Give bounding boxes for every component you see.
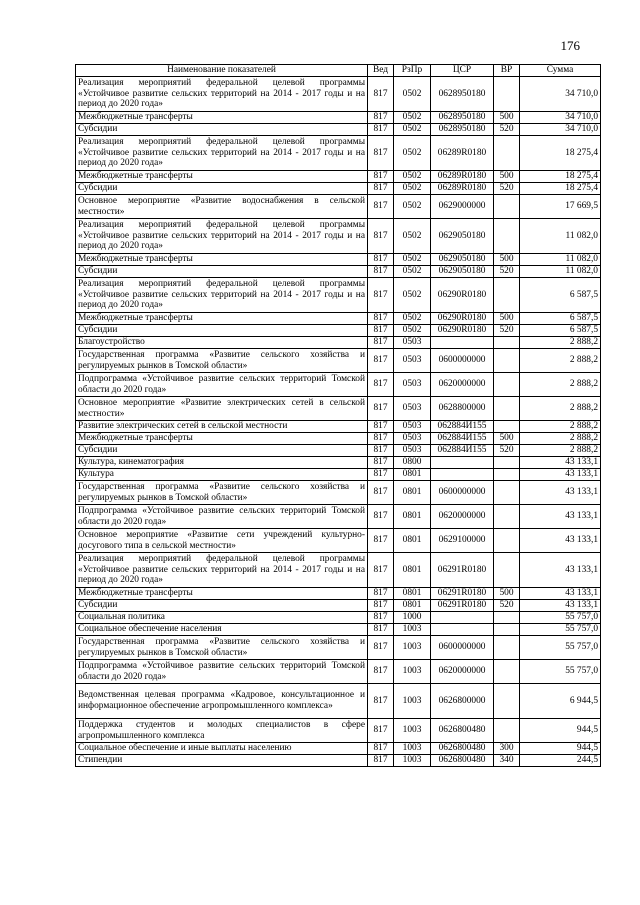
table-row bbox=[76, 719, 601, 743]
cell-ved: 817 bbox=[368, 124, 394, 136]
cell-ved: 817 bbox=[368, 397, 394, 421]
cell-rzpr: 0502 bbox=[394, 77, 431, 112]
cell-rzpr: 0503 bbox=[394, 373, 431, 397]
cell-vr bbox=[494, 612, 520, 624]
header-csr: ЦСР bbox=[431, 65, 494, 77]
cell-csr: 0620000000 bbox=[431, 660, 494, 684]
header-ved: Вед bbox=[368, 65, 394, 77]
cell-vr bbox=[494, 553, 520, 588]
cell-ved: 817 bbox=[368, 457, 394, 469]
cell-csr: 06290R0180 bbox=[431, 325, 494, 337]
cell-name: Субсидии bbox=[76, 124, 368, 136]
table-row bbox=[76, 505, 601, 529]
cell-sum: 18 275,4 bbox=[520, 171, 601, 183]
cell-vr bbox=[494, 457, 520, 469]
cell-rzpr: 1003 bbox=[394, 743, 431, 755]
cell-csr: 06290R0180 bbox=[431, 313, 494, 325]
cell-rzpr: 0502 bbox=[394, 266, 431, 278]
table-row bbox=[76, 481, 601, 505]
cell-vr bbox=[494, 684, 520, 719]
cell-rzpr: 0502 bbox=[394, 195, 431, 219]
cell-sum: 55 757,0 bbox=[520, 624, 601, 636]
cell-sum: 6 587,5 bbox=[520, 313, 601, 325]
cell-csr: 062884И155 bbox=[431, 445, 494, 457]
cell-name: Культура, кинематография bbox=[76, 457, 368, 469]
cell-rzpr: 0502 bbox=[394, 278, 431, 313]
cell-csr: 0626800480 bbox=[431, 719, 494, 743]
cell-csr: 0629050180 bbox=[431, 254, 494, 266]
cell-ved: 817 bbox=[368, 278, 394, 313]
table-row bbox=[76, 171, 601, 183]
cell-rzpr: 1003 bbox=[394, 624, 431, 636]
cell-vr bbox=[494, 529, 520, 553]
cell-csr bbox=[431, 612, 494, 624]
cell-sum: 6 587,5 bbox=[520, 325, 601, 337]
cell-sum: 6 944,5 bbox=[520, 684, 601, 719]
cell-vr: 520 bbox=[494, 266, 520, 278]
cell-vr bbox=[494, 469, 520, 481]
cell-csr: 0628800000 bbox=[431, 397, 494, 421]
cell-vr: 500 bbox=[494, 171, 520, 183]
cell-ved: 817 bbox=[368, 588, 394, 600]
cell-csr: 0620000000 bbox=[431, 505, 494, 529]
cell-vr: 520 bbox=[494, 325, 520, 337]
cell-sum: 43 133,1 bbox=[520, 457, 601, 469]
table-row bbox=[76, 660, 601, 684]
table-row bbox=[76, 112, 601, 124]
cell-csr: 0629050180 bbox=[431, 266, 494, 278]
cell-vr bbox=[494, 636, 520, 660]
cell-ved: 817 bbox=[368, 77, 394, 112]
cell-name: Реализация мероприятий федеральной целевой программы «Устойчивое развитие сельских территорий на 2014 - 2017 годы и на период до 2020 года» bbox=[76, 136, 368, 171]
cell-csr: 0626800480 bbox=[431, 755, 494, 767]
cell-ved: 817 bbox=[368, 373, 394, 397]
cell-name: Межбюджетные трансферты bbox=[76, 433, 368, 445]
cell-ved: 817 bbox=[368, 421, 394, 433]
cell-vr: 520 bbox=[494, 600, 520, 612]
cell-sum: 55 757,0 bbox=[520, 660, 601, 684]
cell-rzpr: 0503 bbox=[394, 433, 431, 445]
cell-ved: 817 bbox=[368, 660, 394, 684]
cell-ved: 817 bbox=[368, 481, 394, 505]
cell-ved: 817 bbox=[368, 136, 394, 171]
header-name: Наименование показателей bbox=[76, 65, 368, 77]
table-row bbox=[76, 219, 601, 254]
cell-sum: 43 133,1 bbox=[520, 469, 601, 481]
page-number: 176 bbox=[560, 38, 580, 53]
table-row bbox=[76, 445, 601, 457]
cell-name: Основное мероприятие «Развитие электрических сетей в сельской местности» bbox=[76, 397, 368, 421]
cell-ved: 817 bbox=[368, 624, 394, 636]
cell-sum: 2 888,2 bbox=[520, 337, 601, 349]
cell-name: Реализация мероприятий федеральной целевой программы «Устойчивое развитие сельских территорий на 2014 - 2017 годы и на период до 2020 года» bbox=[76, 553, 368, 588]
cell-ved: 817 bbox=[368, 553, 394, 588]
cell-ved: 817 bbox=[368, 719, 394, 743]
cell-rzpr: 1003 bbox=[394, 684, 431, 719]
cell-ved: 817 bbox=[368, 445, 394, 457]
cell-name: Реализация мероприятий федеральной целевой программы «Устойчивое развитие сельских территорий на 2014 - 2017 годы и на период до 2020 года» bbox=[76, 278, 368, 313]
cell-sum: 43 133,1 bbox=[520, 600, 601, 612]
cell-vr bbox=[494, 624, 520, 636]
cell-sum: 34 710,0 bbox=[520, 124, 601, 136]
cell-sum: 43 133,1 bbox=[520, 505, 601, 529]
cell-sum: 17 669,5 bbox=[520, 195, 601, 219]
table-row bbox=[76, 600, 601, 612]
cell-csr: 06290R0180 bbox=[431, 278, 494, 313]
cell-rzpr: 0801 bbox=[394, 469, 431, 481]
cell-csr: 0626800480 bbox=[431, 743, 494, 755]
table-row bbox=[76, 349, 601, 373]
cell-sum: 11 082,0 bbox=[520, 219, 601, 254]
cell-name: Субсидии bbox=[76, 266, 368, 278]
table-row bbox=[76, 469, 601, 481]
budget-table bbox=[75, 64, 601, 767]
cell-csr bbox=[431, 337, 494, 349]
cell-rzpr: 1003 bbox=[394, 660, 431, 684]
cell-name: Основное мероприятие «Развитие сети учреждений культурно-досугового типа в сельской местности» bbox=[76, 529, 368, 553]
cell-name: Реализация мероприятий федеральной целевой программы «Устойчивое развитие сельских территорий на 2014 - 2017 годы и на период до 2020 года» bbox=[76, 219, 368, 254]
cell-csr: 06291R0180 bbox=[431, 588, 494, 600]
table-row bbox=[76, 636, 601, 660]
cell-rzpr: 0503 bbox=[394, 421, 431, 433]
cell-sum: 43 133,1 bbox=[520, 588, 601, 600]
cell-csr: 06289R0180 bbox=[431, 183, 494, 195]
cell-sum: 6 587,5 bbox=[520, 278, 601, 313]
cell-rzpr: 1003 bbox=[394, 636, 431, 660]
cell-rzpr: 0801 bbox=[394, 588, 431, 600]
cell-csr: 0628950180 bbox=[431, 77, 494, 112]
cell-csr: 0629050180 bbox=[431, 219, 494, 254]
table-row bbox=[76, 421, 601, 433]
table-row bbox=[76, 136, 601, 171]
cell-rzpr: 0800 bbox=[394, 457, 431, 469]
cell-vr: 500 bbox=[494, 313, 520, 325]
cell-name: Благоустройство bbox=[76, 337, 368, 349]
cell-sum: 944,5 bbox=[520, 743, 601, 755]
cell-csr: 06289R0180 bbox=[431, 171, 494, 183]
cell-rzpr: 1003 bbox=[394, 755, 431, 767]
cell-sum: 43 133,1 bbox=[520, 529, 601, 553]
cell-rzpr: 0502 bbox=[394, 136, 431, 171]
cell-sum: 34 710,0 bbox=[520, 77, 601, 112]
cell-rzpr: 0801 bbox=[394, 529, 431, 553]
table-row bbox=[76, 195, 601, 219]
cell-name: Ведомственная целевая программа «Кадровое, консультационное и информационное обеспечение агропромышленного комплекса» bbox=[76, 684, 368, 719]
cell-csr: 062884И155 bbox=[431, 421, 494, 433]
cell-ved: 817 bbox=[368, 684, 394, 719]
cell-vr bbox=[494, 278, 520, 313]
cell-ved: 817 bbox=[368, 219, 394, 254]
table-row bbox=[76, 373, 601, 397]
header-sum: Сумма bbox=[520, 65, 601, 77]
cell-vr bbox=[494, 136, 520, 171]
cell-csr: 0628950180 bbox=[431, 112, 494, 124]
cell-sum: 11 082,0 bbox=[520, 266, 601, 278]
cell-rzpr: 1003 bbox=[394, 719, 431, 743]
cell-rzpr: 0502 bbox=[394, 171, 431, 183]
table-row bbox=[76, 684, 601, 719]
cell-sum: 244,5 bbox=[520, 755, 601, 767]
cell-csr: 0629000000 bbox=[431, 195, 494, 219]
cell-sum: 55 757,0 bbox=[520, 636, 601, 660]
cell-ved: 817 bbox=[368, 337, 394, 349]
cell-rzpr: 0801 bbox=[394, 505, 431, 529]
cell-csr bbox=[431, 469, 494, 481]
cell-ved: 817 bbox=[368, 183, 394, 195]
header-vr: ВР bbox=[494, 65, 520, 77]
cell-csr: 0628950180 bbox=[431, 124, 494, 136]
cell-csr: 0600000000 bbox=[431, 349, 494, 373]
table-row bbox=[76, 254, 601, 266]
cell-sum: 2 888,2 bbox=[520, 373, 601, 397]
cell-name: Развитие электрических сетей в сельской местности bbox=[76, 421, 368, 433]
cell-vr bbox=[494, 195, 520, 219]
table-row bbox=[76, 433, 601, 445]
cell-name: Социальное обеспечение и иные выплаты населению bbox=[76, 743, 368, 755]
cell-ved: 817 bbox=[368, 349, 394, 373]
cell-vr: 500 bbox=[494, 254, 520, 266]
cell-sum: 944,5 bbox=[520, 719, 601, 743]
table-row bbox=[76, 183, 601, 195]
table-row bbox=[76, 755, 601, 767]
table-row bbox=[76, 278, 601, 313]
cell-rzpr: 0503 bbox=[394, 397, 431, 421]
cell-ved: 817 bbox=[368, 469, 394, 481]
cell-name: Основное мероприятие «Развитие водоснабжения в сельской местности» bbox=[76, 195, 368, 219]
cell-vr: 520 bbox=[494, 183, 520, 195]
cell-sum: 2 888,2 bbox=[520, 421, 601, 433]
header-rzpr: РзПр bbox=[394, 65, 431, 77]
cell-vr: 500 bbox=[494, 433, 520, 445]
cell-vr bbox=[494, 397, 520, 421]
cell-vr bbox=[494, 349, 520, 373]
cell-name: Социальная политика bbox=[76, 612, 368, 624]
cell-name: Субсидии bbox=[76, 600, 368, 612]
cell-name: Поддержка студентов и молодых специалистов в сфере агропромышленного комплекса bbox=[76, 719, 368, 743]
cell-name: Подпрограмма «Устойчивое развитие сельских территорий Томской области до 2020 года» bbox=[76, 373, 368, 397]
cell-name: Государственная программа «Развитие сельского хозяйства и регулируемых рынков в Томской области» bbox=[76, 481, 368, 505]
cell-rzpr: 0502 bbox=[394, 219, 431, 254]
cell-name: Социальное обеспечение населения bbox=[76, 624, 368, 636]
cell-rzpr: 0801 bbox=[394, 600, 431, 612]
cell-csr bbox=[431, 624, 494, 636]
cell-ved: 817 bbox=[368, 636, 394, 660]
table-row bbox=[76, 457, 601, 469]
cell-vr: 500 bbox=[494, 588, 520, 600]
cell-rzpr: 0502 bbox=[394, 183, 431, 195]
cell-sum: 43 133,1 bbox=[520, 481, 601, 505]
cell-ved: 817 bbox=[368, 171, 394, 183]
cell-rzpr: 0502 bbox=[394, 325, 431, 337]
table-row bbox=[76, 588, 601, 600]
cell-rzpr: 0801 bbox=[394, 481, 431, 505]
cell-sum: 18 275,4 bbox=[520, 183, 601, 195]
cell-name: Межбюджетные трансферты bbox=[76, 171, 368, 183]
cell-csr: 06291R0180 bbox=[431, 600, 494, 612]
cell-rzpr: 0503 bbox=[394, 445, 431, 457]
cell-ved: 817 bbox=[368, 266, 394, 278]
cell-vr: 340 bbox=[494, 755, 520, 767]
table-row bbox=[76, 553, 601, 588]
cell-vr bbox=[494, 481, 520, 505]
cell-vr bbox=[494, 505, 520, 529]
cell-csr: 0620000000 bbox=[431, 373, 494, 397]
cell-csr: 06291R0180 bbox=[431, 553, 494, 588]
cell-rzpr: 1000 bbox=[394, 612, 431, 624]
cell-name: Подпрограмма «Устойчивое развитие сельских территорий Томской области до 2020 года» bbox=[76, 505, 368, 529]
cell-name: Культура bbox=[76, 469, 368, 481]
cell-vr bbox=[494, 719, 520, 743]
cell-name: Субсидии bbox=[76, 183, 368, 195]
table-row bbox=[76, 266, 601, 278]
cell-ved: 817 bbox=[368, 743, 394, 755]
table-header-row bbox=[76, 65, 601, 77]
table-row bbox=[76, 325, 601, 337]
table-row bbox=[76, 313, 601, 325]
cell-name: Реализация мероприятий федеральной целевой программы «Устойчивое развитие сельских территорий на 2014 - 2017 годы и на период до 2020 года» bbox=[76, 77, 368, 112]
cell-ved: 817 bbox=[368, 325, 394, 337]
cell-name: Субсидии bbox=[76, 445, 368, 457]
cell-vr: 520 bbox=[494, 445, 520, 457]
cell-sum: 2 888,2 bbox=[520, 349, 601, 373]
cell-sum: 2 888,2 bbox=[520, 445, 601, 457]
cell-vr bbox=[494, 219, 520, 254]
cell-sum: 2 888,2 bbox=[520, 433, 601, 445]
cell-csr: 0629100000 bbox=[431, 529, 494, 553]
cell-sum: 2 888,2 bbox=[520, 397, 601, 421]
cell-ved: 817 bbox=[368, 195, 394, 219]
cell-sum: 34 710,0 bbox=[520, 112, 601, 124]
cell-name: Государственная программа «Развитие сельского хозяйства и регулируемых рынков в Томской области» bbox=[76, 636, 368, 660]
cell-csr: 06289R0180 bbox=[431, 136, 494, 171]
cell-ved: 817 bbox=[368, 254, 394, 266]
table-body bbox=[76, 77, 601, 767]
cell-name: Подпрограмма «Устойчивое развитие сельских территорий Томской области до 2020 года» bbox=[76, 660, 368, 684]
cell-rzpr: 0502 bbox=[394, 254, 431, 266]
cell-name: Государственная программа «Развитие сельского хозяйства и регулируемых рынков в Томской области» bbox=[76, 349, 368, 373]
cell-ved: 817 bbox=[368, 433, 394, 445]
cell-sum: 18 275,4 bbox=[520, 136, 601, 171]
cell-rzpr: 0502 bbox=[394, 124, 431, 136]
table-row bbox=[76, 124, 601, 136]
table-row bbox=[76, 77, 601, 112]
table-row bbox=[76, 612, 601, 624]
cell-name: Стипендии bbox=[76, 755, 368, 767]
cell-csr: 0600000000 bbox=[431, 636, 494, 660]
cell-name: Межбюджетные трансферты bbox=[76, 313, 368, 325]
cell-vr: 300 bbox=[494, 743, 520, 755]
table-row bbox=[76, 743, 601, 755]
cell-sum: 11 082,0 bbox=[520, 254, 601, 266]
cell-sum: 55 757,0 bbox=[520, 612, 601, 624]
table-row bbox=[76, 337, 601, 349]
cell-ved: 817 bbox=[368, 529, 394, 553]
cell-rzpr: 0503 bbox=[394, 349, 431, 373]
cell-name: Межбюджетные трансферты bbox=[76, 112, 368, 124]
cell-name: Субсидии bbox=[76, 325, 368, 337]
cell-vr bbox=[494, 421, 520, 433]
cell-name: Межбюджетные трансферты bbox=[76, 588, 368, 600]
cell-rzpr: 0502 bbox=[394, 313, 431, 325]
cell-ved: 817 bbox=[368, 313, 394, 325]
cell-ved: 817 bbox=[368, 112, 394, 124]
cell-ved: 817 bbox=[368, 600, 394, 612]
cell-csr: 0600000000 bbox=[431, 481, 494, 505]
cell-csr: 0626800000 bbox=[431, 684, 494, 719]
table-row bbox=[76, 624, 601, 636]
cell-ved: 817 bbox=[368, 755, 394, 767]
cell-sum: 43 133,1 bbox=[520, 553, 601, 588]
cell-vr bbox=[494, 660, 520, 684]
cell-vr: 500 bbox=[494, 112, 520, 124]
cell-rzpr: 0503 bbox=[394, 337, 431, 349]
cell-vr bbox=[494, 337, 520, 349]
cell-name: Межбюджетные трансферты bbox=[76, 254, 368, 266]
cell-ved: 817 bbox=[368, 505, 394, 529]
cell-rzpr: 0801 bbox=[394, 553, 431, 588]
cell-ved: 817 bbox=[368, 612, 394, 624]
cell-vr bbox=[494, 373, 520, 397]
table-row bbox=[76, 397, 601, 421]
table-row bbox=[76, 529, 601, 553]
cell-vr bbox=[494, 77, 520, 112]
cell-csr bbox=[431, 457, 494, 469]
cell-rzpr: 0502 bbox=[394, 112, 431, 124]
cell-vr: 520 bbox=[494, 124, 520, 136]
cell-csr: 062884И155 bbox=[431, 433, 494, 445]
